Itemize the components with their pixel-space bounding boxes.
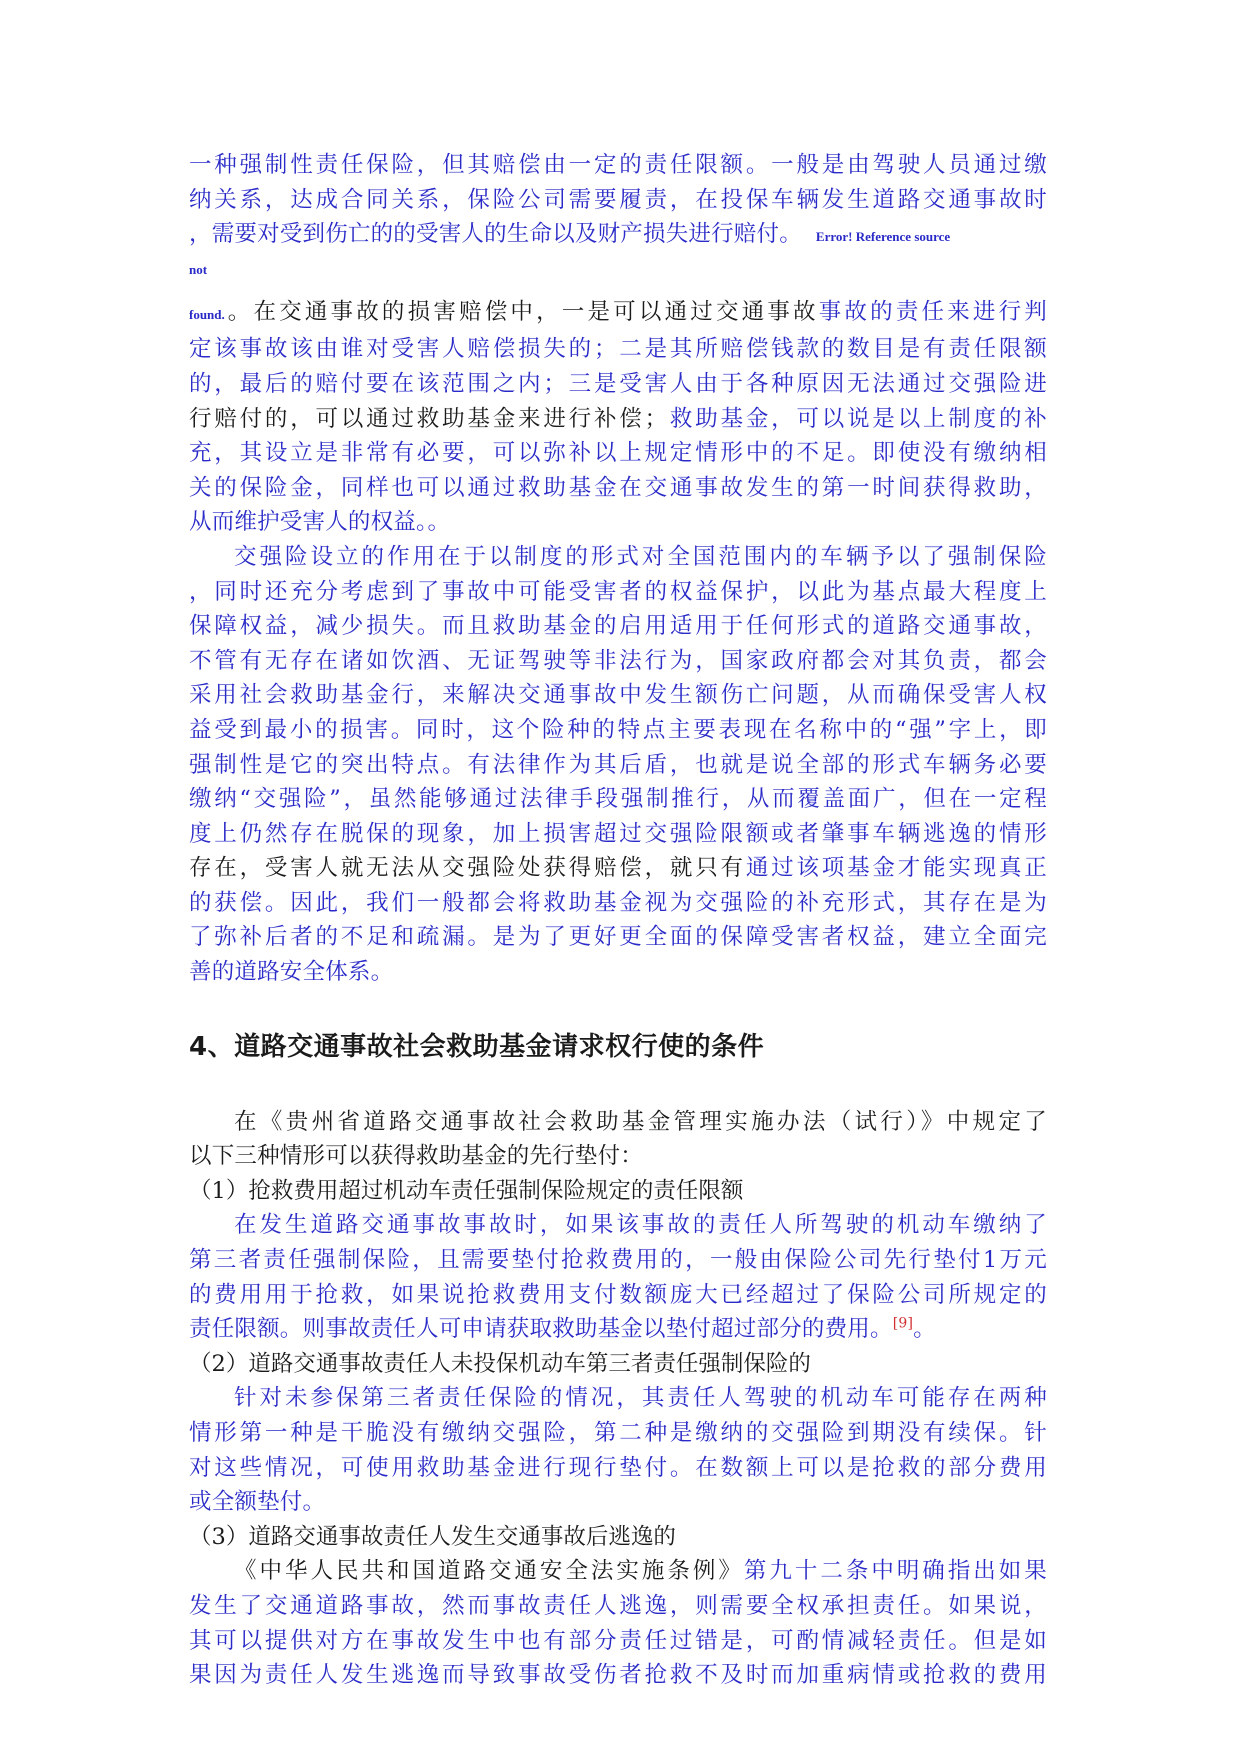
text-line: 益受到最小的损害。同时，这个险种的特点主要表现在名称中的“强”字上，即: [189, 716, 1047, 743]
section-heading: 4、道路交通事故社会救助基金请求权行使的条件: [189, 1031, 765, 1062]
text-line: [189, 217, 1047, 255]
text-line: 针对未参保第三者责任保险的情况，其责任人驾驶的机动车可能存在两种: [234, 1385, 1047, 1412]
document-page: [189, 148, 1047, 1693]
text-line: 度上仍然存在脱保的现象，加上损害超过交强险限额或者肇事车辆逃逸的情形: [189, 820, 1047, 847]
paragraph-2: [189, 540, 1047, 990]
text-segment: ，需要对受到伤亡的的受害人的生命以及财产损失进行赔付。: [189, 221, 802, 248]
text-segment: 行赔付的，可以通过救助基金来进行补偿；: [189, 405, 668, 432]
list-item-heading: （3）道路交通事故责任人发生交通事故后逃逸的: [189, 1523, 676, 1550]
text-line: 关的保险金，同样也可以通过救助基金在交通事故发生的第一时间获得救助，: [189, 474, 1047, 501]
text-line: [189, 295, 1047, 333]
text-line: 的费用用于抢救，如果说抢救费用支付数额庞大已经超过了保险公司所规定的: [189, 1281, 1047, 1308]
text-line: 其可以提供对方在事故发生中也有部分责任过错是，可酌情减轻责任。但是如: [189, 1627, 1047, 1654]
paragraph-1: [189, 148, 1047, 540]
text-segment: 第九十二条中明确指出如果: [743, 1558, 1047, 1585]
text-line: [189, 402, 1047, 437]
text-line: 对这些情况，可使用救助基金进行现行垫付。在数额上可以是抢救的部分费用: [189, 1454, 1047, 1481]
text-line: 强制性是它的突出特点。有法律作为其后盾，也就是说全部的形式车辆务必要: [189, 751, 1047, 778]
paragraph-3: [189, 1105, 1047, 1174]
citation-reference[interactable]: [9]: [892, 1315, 914, 1332]
text-line: 发生了交通道路事故，然而事故责任人逃逸，则需要全权承担责任。如果说，: [189, 1592, 1047, 1619]
text-line: 的，最后的赔付要在该范围之内；三是受害人由于各种原因无法通过交强险进: [189, 370, 1047, 397]
text-line: 了弥补后者的不足和疏漏。是为了更好更全面的保障受害者权益，建立全面完: [189, 924, 1047, 951]
text-segment: 《中华人民共和国道路交通安全法实施条例》: [234, 1558, 744, 1585]
paragraph-6: [189, 1554, 1047, 1692]
text-line: 保障权益，减少损失。而且救助基金的启用适用于任何形式的道路交通事故，: [189, 613, 1047, 640]
text-line: 在《贵州省道路交通事故社会救助基金管理实施办法（试行）》中规定了: [234, 1108, 1047, 1135]
list-item-heading: （2）道路交通事故责任人未投保机动车第三者责任强制保险的: [189, 1350, 811, 1377]
text-line: 采用社会救助基金行，来解决交通事故中发生额伤亡问题，从而确保受害人权: [189, 682, 1047, 709]
text-line: 或全额垫付。: [189, 1489, 326, 1516]
text-line: 缴纳“交强险”，虽然能够通过法律手段强制推行，从而覆盖面广，但在一定程: [189, 786, 1047, 813]
broken-reference: not: [189, 261, 208, 277]
text-segment: 存在，受害人就无法从交强险处获得赔偿，就只有: [189, 855, 746, 882]
broken-reference: Error! Reference source: [815, 229, 951, 245]
text-line: 一种强制性责任保险，但其赔偿由一定的责任限额。一般是由驾驶人员通过缴: [189, 152, 1047, 178]
text-line: 充，其设立是非常有必要，可以弥补以上规定情形中的不足。即使没有缴纳相: [189, 440, 1047, 467]
text-line: 在发生道路交通事故事故时，如果该事故的责任人所驾驶的机动车缴纳了: [234, 1212, 1047, 1239]
text-line: 纳关系，达成合同关系，保险公司需要履责，在投保车辆发生道路交通事故时: [189, 186, 1047, 213]
text-segment: 责任限额。则事故责任人可申请获取救助基金以垫付超过部分的费用。: [189, 1316, 893, 1343]
paragraph-4: [189, 1208, 1047, 1346]
text-line: 定该事故该由谁对受害人赔偿损失的；二是其所赔偿钱款的数目是有责任限额: [189, 336, 1047, 363]
text-line: [189, 1312, 1047, 1347]
text-line: 从而维护受害人的权益。。: [189, 509, 451, 536]
paragraph-5: [189, 1381, 1047, 1519]
text-segment: 事故的责任来进行判: [818, 298, 1047, 325]
text-line: 善的道路安全体系。: [189, 959, 394, 986]
text-line: ，同时还充分考虑到了事故中可能受害者的权益保护，以此为基点最大程度上: [189, 578, 1047, 605]
text-line: 交强险设立的作用在于以制度的形式对全国范围内的车辆予以了强制保险: [234, 543, 1047, 570]
list-item-heading: （1）抢救费用超过机动车责任强制保险规定的责任限额: [189, 1177, 744, 1204]
text-line: 不管有无存在诸如饮酒、无证驾驶等非法行为，国家政府都会对其负责，都会: [189, 647, 1047, 674]
text-line: 的获偿。因此，我们一般都会将救助基金视为交强险的补充形式，其存在是为: [189, 889, 1047, 916]
text-segment: 。: [913, 1316, 936, 1343]
text-segment: 。在交通事故的损害赔偿中，一是可以通过交通事故: [224, 298, 819, 325]
text-line: [189, 851, 1047, 886]
text-segment: 救助基金，可以说是以上制度的补: [667, 405, 1047, 432]
text-line: 第三者责任强制保险，且需要垫付抢救费用的，一般由保险公司先行垫付1万元: [189, 1247, 1047, 1274]
text-line: 果因为责任人发生逃逸而导致事故受伤者抢救不及时而加重病情或抢救的费用: [189, 1662, 1047, 1689]
text-segment: 通过该项基金才能实现真正: [745, 855, 1047, 882]
text-line: [189, 255, 1047, 295]
text-line: [189, 1554, 1047, 1589]
text-line: 以下三种情形可以获得救助基金的先行垫付：: [189, 1143, 644, 1170]
text-line: 情形第一种是干脆没有缴纳交强险，第二种是缴纳的交强险到期没有续保。针: [189, 1420, 1047, 1446]
broken-reference: found.: [189, 306, 225, 322]
